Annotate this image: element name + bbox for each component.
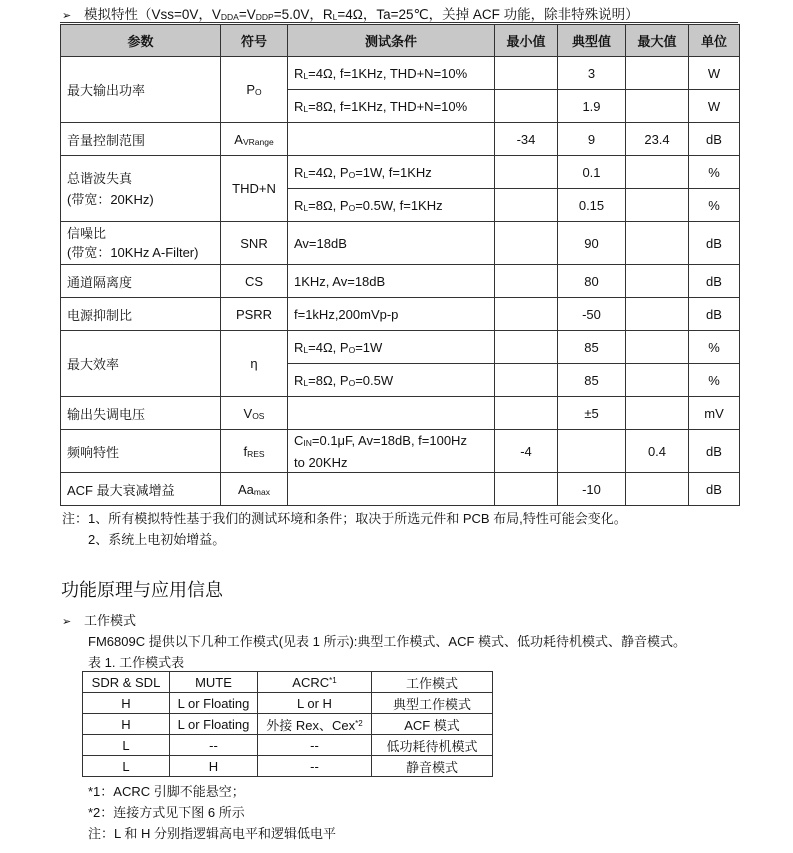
mode-cell: ACF 模式 — [372, 714, 493, 735]
param-cell: 频响特性 — [61, 430, 221, 473]
header-condition: 测试条件 — [288, 25, 495, 57]
min-cell — [495, 265, 558, 298]
condition-cell: $R_L=4\Omega$, $P_O=1W$ — [288, 331, 495, 364]
unit-cell: W — [689, 90, 740, 123]
header-param: 参数 — [61, 25, 221, 57]
max-cell — [626, 222, 689, 265]
condition-cell — [288, 123, 495, 156]
min-cell: -4 — [495, 430, 558, 473]
header-sdr: SDR & SDL — [83, 672, 170, 693]
bullet-arrow-icon: ➢ — [62, 616, 72, 628]
acrc-cell: -- — [258, 756, 372, 777]
param-cell: 输出失调电压 — [61, 397, 221, 430]
mode-cell: 静音模式 — [372, 756, 493, 777]
max-cell — [626, 331, 689, 364]
condition-cell: 1KHz, Av=18dB — [288, 265, 495, 298]
mute-cell: L or Floating — [170, 693, 258, 714]
min-cell — [495, 397, 558, 430]
table-row — [83, 735, 493, 756]
min-cell — [495, 331, 558, 364]
condition-cell: Av=18dB — [288, 222, 495, 265]
symbol-cell: PSRR — [221, 298, 288, 331]
max-cell — [626, 189, 689, 222]
mode-cell: 典型工作模式 — [372, 693, 493, 714]
max-cell — [626, 298, 689, 331]
header-mute: MUTE — [170, 672, 258, 693]
unit-cell: mV — [689, 397, 740, 430]
min-cell — [495, 189, 558, 222]
min-cell — [495, 90, 558, 123]
table-row — [61, 123, 740, 156]
table-row — [61, 156, 740, 189]
table-row — [61, 265, 740, 298]
typ-cell: 80 — [558, 265, 626, 298]
table-caption: 表 1. 工作模式表 — [88, 655, 185, 670]
table-row — [61, 473, 740, 506]
param-cell: 通道隔离度 — [61, 265, 221, 298]
max-cell: 23.4 — [626, 123, 689, 156]
analog-characteristics-table — [60, 24, 740, 506]
table-row — [83, 693, 493, 714]
condition-cell: f=1kHz,200mVp-p — [288, 298, 495, 331]
header-symbol: 符号 — [221, 25, 288, 57]
unit-cell: % — [689, 189, 740, 222]
table-row — [83, 714, 493, 735]
typ-cell: 0.1 — [558, 156, 626, 189]
min-cell — [495, 222, 558, 265]
symbol-cell: $f_{RES}$ — [221, 430, 288, 473]
param-cell: 最大效率 — [61, 331, 221, 397]
unit-cell: dB — [689, 430, 740, 473]
unit-cell: W — [689, 57, 740, 90]
bullet-item: ➢ 工作模式 — [62, 613, 137, 628]
typ-cell: ±5 — [558, 397, 626, 430]
mode-cell: 低功耗待机模式 — [372, 735, 493, 756]
symbol-cell: $P_O$ — [221, 57, 288, 123]
typ-cell: 85 — [558, 331, 626, 364]
header-acrc: ACRC$^{*1}$ — [258, 672, 372, 693]
condition-cell: $C_{IN}=0.1\mu F$, Av=18dB, f=100Hz to 20KHz — [288, 430, 495, 473]
condition-cell: $R_L=8\Omega$, $P_O=0.5W$ — [288, 364, 495, 397]
condition-cell — [288, 473, 495, 506]
condition-cell: $R_L=8\Omega$, $P_O=0.5W$, f=1KHz — [288, 189, 495, 222]
symbol-cell: CS — [221, 265, 288, 298]
mute-cell: -- — [170, 735, 258, 756]
param-cell: 总谐波失真 (带宽：20KHz) — [61, 156, 221, 222]
typ-cell: 85 — [558, 364, 626, 397]
heading-rule — [60, 22, 738, 23]
param-cell: 电源抑制比 — [61, 298, 221, 331]
note-2: 2、系统上电初始增益。 — [88, 532, 226, 547]
symbol-cell: $A_{VRange}$ — [221, 123, 288, 156]
header-unit: 单位 — [689, 25, 740, 57]
condition-cell: $R_L=4\Omega$, $P_O=1W$, f=1KHz — [288, 156, 495, 189]
symbol-cell: SNR — [221, 222, 288, 265]
max-cell — [626, 364, 689, 397]
param-cell: 音量控制范围 — [61, 123, 221, 156]
symbol-cell: $V_{OS}$ — [221, 397, 288, 430]
unit-cell: dB — [689, 298, 740, 331]
acrc-cell: 外接 Rex、Cex$^{*2}$ — [258, 714, 372, 735]
unit-cell: dB — [689, 222, 740, 265]
bullet-arrow-icon: ➢ — [62, 10, 72, 22]
sdr-cell: L — [83, 735, 170, 756]
param-cell: 最大输出功率 — [61, 57, 221, 123]
table-row — [61, 397, 740, 430]
max-cell — [626, 397, 689, 430]
header-mode: 工作模式 — [372, 672, 493, 693]
unit-cell: % — [689, 364, 740, 397]
unit-cell: dB — [689, 265, 740, 298]
condition-cell: $R_L=4\Omega$, f=1KHz, THD+N=10% — [288, 57, 495, 90]
sdr-cell: L — [83, 756, 170, 777]
condition-cell: $R_L=8\Omega$, f=1KHz, THD+N=10% — [288, 90, 495, 123]
unit-cell: % — [689, 156, 740, 189]
typ-cell: -50 — [558, 298, 626, 331]
table-row — [61, 331, 740, 364]
table-row — [61, 298, 740, 331]
typ-cell: 3 — [558, 57, 626, 90]
paragraph: FM6809C 提供以下几种工作模式(见表 1 所示):典型工作模式、ACF 模式、低功耗待机模式、静音模式。 — [88, 634, 687, 649]
min-cell — [495, 473, 558, 506]
max-cell — [626, 90, 689, 123]
min-cell — [495, 364, 558, 397]
min-cell — [495, 57, 558, 90]
max-cell — [626, 473, 689, 506]
condition-cell — [288, 397, 495, 430]
max-cell — [626, 265, 689, 298]
max-cell — [626, 156, 689, 189]
acrc-cell: L or H — [258, 693, 372, 714]
table-notes — [62, 508, 627, 550]
param-cell: 信噪比 (带宽：10KHz A-Filter) — [61, 222, 221, 265]
unit-cell: dB — [689, 473, 740, 506]
sdr-cell: H — [83, 714, 170, 735]
mute-cell: L or Floating — [170, 714, 258, 735]
acrc-cell: -- — [258, 735, 372, 756]
mute-cell: H — [170, 756, 258, 777]
min-cell — [495, 298, 558, 331]
typ-cell: -10 — [558, 473, 626, 506]
table-header-row — [83, 672, 493, 693]
section-title: 功能原理与应用信息 — [61, 580, 223, 600]
unit-cell: dB — [689, 123, 740, 156]
min-cell: -34 — [495, 123, 558, 156]
table-row — [61, 57, 740, 90]
sdr-cell: H — [83, 693, 170, 714]
param-cell: ACF 最大衰减增益 — [61, 473, 221, 506]
min-cell — [495, 156, 558, 189]
symbol-cell: $Aa_{max}$ — [221, 473, 288, 506]
max-cell: 0.4 — [626, 430, 689, 473]
unit-cell: % — [689, 331, 740, 364]
typ-cell: 1.9 — [558, 90, 626, 123]
typ-cell: 90 — [558, 222, 626, 265]
symbol-cell: η — [221, 331, 288, 397]
typ-cell: 0.15 — [558, 189, 626, 222]
symbol-cell: THD+N — [221, 156, 288, 222]
operating-mode-table — [82, 671, 493, 777]
typ-cell: 9 — [558, 123, 626, 156]
note-1: 注：1、所有模拟特性基于我们的测试环境和条件；取决于所选元件和 PCB 布局,特性可能会变化。 — [62, 511, 627, 526]
footnote-3: 注：L 和 H 分别指逻辑高电平和逻辑低电平 — [88, 826, 336, 841]
table-header-row — [61, 25, 740, 57]
table-row — [61, 222, 740, 265]
max-cell — [626, 57, 689, 90]
typ-cell — [558, 430, 626, 473]
header-typ: 典型值 — [558, 25, 626, 57]
table-row — [83, 756, 493, 777]
header-max: 最大值 — [626, 25, 689, 57]
table-row — [61, 430, 740, 473]
header-min: 最小值 — [495, 25, 558, 57]
footnote-1: *1：ACRC 引脚不能悬空； — [88, 784, 245, 799]
section-heading: ➢ 模拟特性（Vss=0V，$V_{DDA}=V_{DDP}=5.0V$，$R_L=4\Omega$，Ta=25℃，关掉 ACF 功能，除非特殊说明） — [62, 7, 639, 22]
footnote-2: *2：连接方式见下图 6 所示 — [88, 805, 245, 820]
